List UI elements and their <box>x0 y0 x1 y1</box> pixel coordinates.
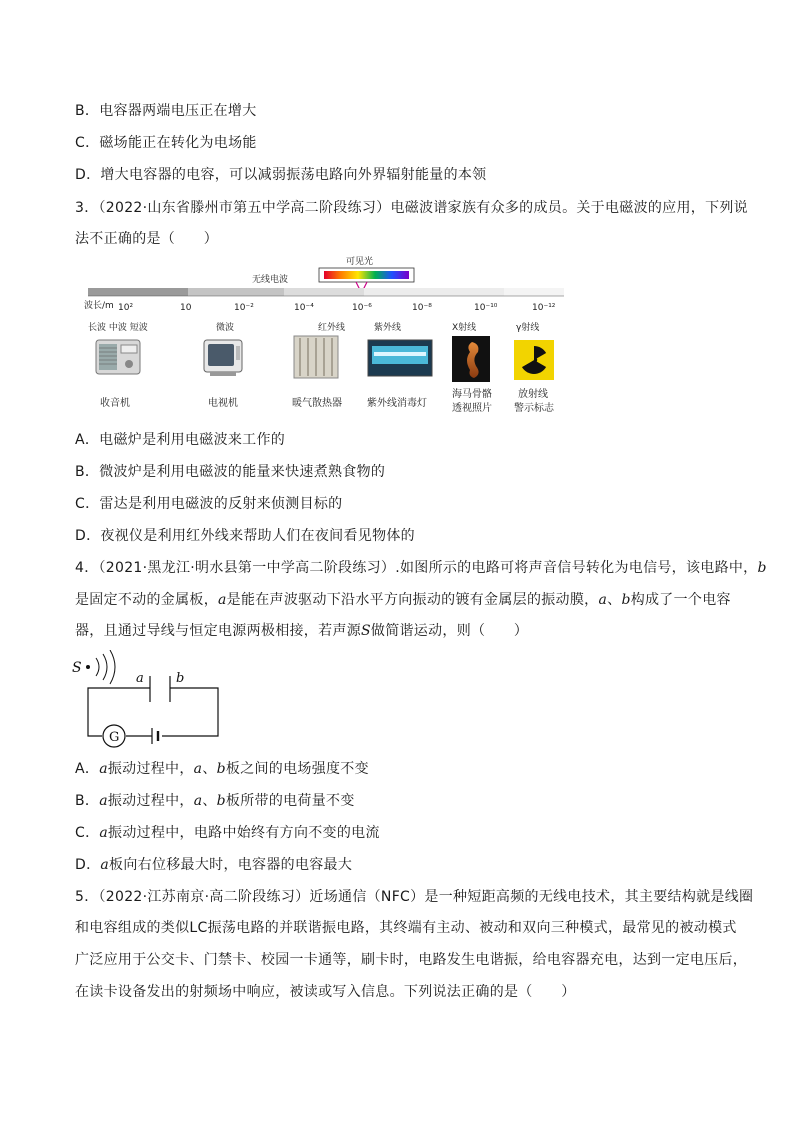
q4-text: D． <box>75 857 101 873</box>
q4-var-a: a <box>218 592 227 608</box>
q4-var-a: a <box>99 825 109 841</box>
tick-label: 10² <box>118 303 134 313</box>
q4-text: 、 <box>202 793 217 809</box>
tick-label: 10 <box>180 303 192 313</box>
uv-lamp-image <box>368 340 432 376</box>
caption-seahorse-2: 透视照片 <box>452 403 492 414</box>
tick-label: 10⁻⁸ <box>412 303 432 313</box>
q4-text: A． <box>75 761 100 777</box>
q3-option-b: B．微波炉是利用电磁波的能量来快速煮熟食物的 <box>75 464 386 480</box>
tv-device-image <box>204 340 242 376</box>
band-long-medium-short: 长波 中波 短波 <box>88 323 148 333</box>
wavelength-axis-label: 波长/m <box>84 301 114 311</box>
visible-light-rainbow <box>324 271 409 279</box>
spectrum-bar-ir <box>284 288 364 296</box>
q4-text: 、 <box>202 761 217 777</box>
tick-label: 10⁻² <box>234 303 254 313</box>
q4-text: 振动过程中，电路中始终有方向不变的电流 <box>108 825 380 841</box>
q4-text: 板向右位移最大时，电容器的电容最大 <box>109 857 353 873</box>
galvanometer-label: G <box>109 730 120 745</box>
q4-var-a: a <box>193 793 203 809</box>
q4-text: 板所带的电荷量不变 <box>225 793 355 809</box>
plate-a-label: a <box>136 671 144 686</box>
caption-radiation-1: 放射线 <box>518 389 548 400</box>
q5-stem-line1: 5．（2022·江苏南京·高二阶段练习）近场通信（NFC）是一种短距高频的无线电技术，其主要结构就是线圈 <box>75 889 754 905</box>
radio-device-image <box>96 340 140 374</box>
spectrum-bar-radio <box>88 288 188 296</box>
q4-option-d <box>75 855 352 875</box>
q4-text: 是固定不动的金属板， <box>75 592 218 608</box>
q4-text: 振动过程中， <box>107 761 194 777</box>
q4-text: C． <box>75 825 100 841</box>
band-infrared: 红外线 <box>318 323 346 333</box>
q4-var-b: b <box>621 592 631 608</box>
sound-source-label: S <box>72 660 82 676</box>
band-xray: X射线 <box>452 323 477 333</box>
radiation-warning-sign <box>514 340 554 380</box>
tick-label: 10⁻¹² <box>532 303 556 313</box>
q3-option-a: A．电磁炉是利用电磁波来工作的 <box>75 432 286 448</box>
q4-var-b: b <box>216 761 226 777</box>
q2-option-b: B．电容器两端电压正在增大 <box>75 103 257 119</box>
q3-option-c: C．雷达是利用电磁波的反射来侦测目标的 <box>75 496 343 512</box>
radio-wave-label: 无线电波 <box>252 275 289 285</box>
caption-tv: 电视机 <box>208 398 238 409</box>
q4-var-b: b <box>216 793 226 809</box>
band-microwave: 微波 <box>216 323 235 333</box>
q3-stem-line2: 法不正确的是（ ） <box>75 231 218 247</box>
tick-label: 10⁻⁶ <box>352 303 372 313</box>
q4-text: 、 <box>607 592 622 608</box>
caption-radiation-2: 警示标志 <box>514 403 554 414</box>
band-ultraviolet: 紫外线 <box>374 323 402 333</box>
q5-stem-line4: 在读卡设备发出的射频场中响应，被读或写入信息。下列说法正确的是（ ） <box>75 984 576 1000</box>
q4-text: 板之间的电场强度不变 <box>225 761 369 777</box>
q3-stem-line1: 3．（2022·山东省滕州市第五中学高二阶段练习）电磁波谱家族有众多的成员。关于电磁波的应用，下列说 <box>75 200 748 216</box>
q4-text: 4．（2021·黑龙江·明水县第一中学高二阶段练习）.如图所示的电路可将声音信号转化为电信号，该电路中， <box>75 560 758 576</box>
q4-var-a: a <box>99 793 108 809</box>
q4-text: 是能在声波驱动下沿水平方向振动的镀有金属层的振动膜， <box>226 592 599 608</box>
tick-label: 10⁻⁴ <box>294 303 314 313</box>
q4-stem-line2 <box>75 590 731 610</box>
q4-text: B． <box>75 793 100 809</box>
q4-stem-line3 <box>75 621 528 641</box>
q4-option-b <box>75 791 355 811</box>
q4-text: 做简谐运动，则（ ） <box>370 623 529 639</box>
q4-option-a <box>75 759 369 779</box>
sound-source-dot <box>86 665 90 669</box>
q2-option-d: D．增大电容器的电容，可以减弱振荡电路向外界辐射能量的本领 <box>75 167 487 183</box>
q4-text: 振动过程中， <box>107 793 194 809</box>
caption-seahorse-1: 海马骨骼 <box>452 389 492 400</box>
q4-var-a: a <box>193 761 203 777</box>
q4-option-c <box>75 823 380 843</box>
capacitor-microphone-circuit <box>70 650 230 750</box>
caption-uv-lamp: 紫外线消毒灯 <box>367 398 427 409</box>
q3-option-d: D．夜视仪是利用红外线来帮助人们在夜间看见物体的 <box>75 528 415 544</box>
q4-var-s: S <box>361 623 371 639</box>
q4-var-a: a <box>598 592 608 608</box>
q4-text: 器，且通过导线与恒定电源两极相接，若声源 <box>75 623 361 639</box>
radiator-image <box>294 336 338 378</box>
sound-waves <box>96 650 115 684</box>
q4-text: 构成了一个电容 <box>630 592 731 608</box>
q4-stem-line1 <box>75 558 767 578</box>
q2-option-c: C．磁场能正在转化为电场能 <box>75 135 257 151</box>
q4-var-b: b <box>757 560 767 576</box>
spectrum-bar-uv-x <box>364 288 504 296</box>
plate-b-label: b <box>176 671 185 686</box>
electromagnetic-spectrum-figure <box>84 252 574 422</box>
wavelength-ticks <box>118 303 556 313</box>
band-gamma: γ射线 <box>516 323 540 333</box>
spectrum-bar-microwave <box>188 288 284 296</box>
caption-radiator: 暖气散热器 <box>292 398 342 409</box>
visible-light-label: 可见光 <box>346 257 374 267</box>
q5-stem-line3: 广泛应用于公交卡、门禁卡、校园一卡通等，刷卡时，电路发生电谐振，给电容器充电，达到一定电压后， <box>75 952 748 968</box>
seahorse-xray-image <box>452 336 490 382</box>
caption-radio: 收音机 <box>100 398 130 409</box>
q4-var-a: a <box>100 857 110 873</box>
q4-var-a: a <box>99 761 108 777</box>
q5-stem-line2: 和电容组成的类似LC振荡电路的并联谐振电路，其终端有主动、被动和双向三种模式，最常见的被动模式 <box>75 920 737 936</box>
tick-label: 10⁻¹⁰ <box>474 303 498 313</box>
spectrum-bar-gamma <box>504 288 564 296</box>
